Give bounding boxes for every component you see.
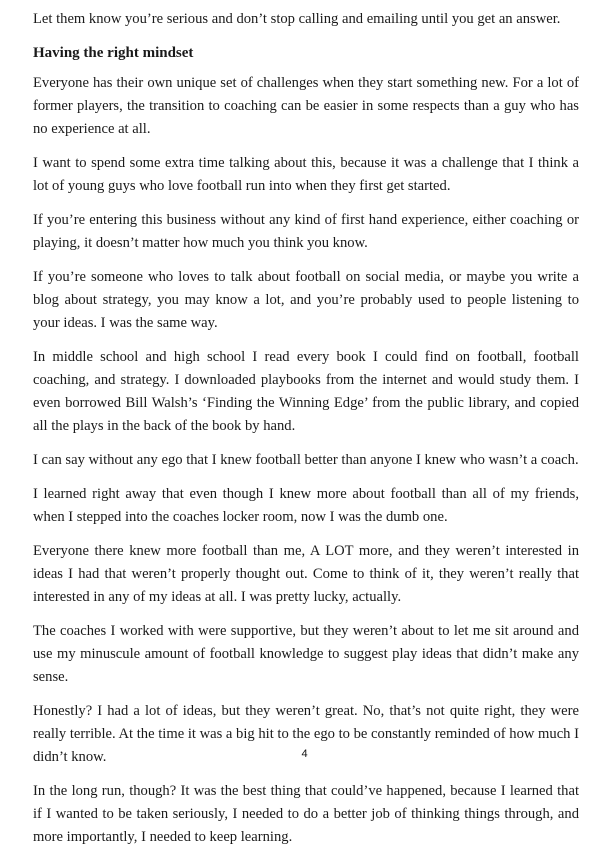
body-paragraph: I learned right away that even though I knew more about football than all of my friends, when I stepped into the coaches locker room, now I was the dumb one. — [33, 486, 579, 525]
body-paragraph: Honestly? I had a lot of ideas, but they weren’t great. No, that’s not quite right, they were really terrible. At the time it was a big hit to the ego to be constantly reminded of how much I didn’t know. — [33, 703, 579, 765]
body-paragraph: If you’re someone who loves to talk about football on social media, or maybe you write a blog about strategy, you may know a lot, and you’re probably used to people listening to your ideas. I was the same way. — [33, 269, 579, 331]
body-paragraph: I can say without any ego that I knew football better than anyone I knew who wasn’t a coach. — [33, 452, 579, 468]
section-heading: Having the right mindset — [33, 45, 194, 61]
page-number: 4 — [301, 748, 308, 760]
document-page — [33, 8, 579, 860]
body-paragraph: If you’re entering this business without any kind of first hand experience, either coaching or playing, it doesn’t matter how much you think you know. — [33, 212, 579, 251]
body-paragraph: In the long run, though? It was the best thing that could’ve happened, because I learned that if I wanted to be taken seriously, I needed to do a better job of thinking things through, and more importantly, I needed to keep learning. — [33, 783, 579, 845]
body-paragraph: I want to spend some extra time talking about this, because it was a challenge that I think a lot of young guys who love football run into when they first get started. — [33, 155, 579, 194]
body-paragraph: The coaches I worked with were supportive, but they weren’t about to let me sit around and use my minuscule amount of football knowledge to suggest play ideas that didn’t make any sense. — [33, 623, 579, 685]
body-paragraph: Everyone has their own unique set of challenges when they start something new. For a lot of former players, the transition to coaching can be easier in some respects than a guy who has no experience at all. — [33, 75, 579, 137]
intro-paragraph: Let them know you’re serious and don’t stop calling and emailing until you get an answer. — [33, 11, 561, 27]
body-paragraph: Everyone there knew more football than me, A LOT more, and they weren’t interested in ideas I had that weren’t properly thought out. Come to think of it, they weren’t really that interested in any of my ideas at all. I was pretty lucky, actually. — [33, 543, 579, 605]
body-paragraph: In middle school and high school I read every book I could find on football, football coaching, and strategy. I downloaded playbooks from the internet and would study them. I even borrowed Bill Walsh’s ‘Finding the Winning Edge’ from the public library, and copied all the plays in the back of the book by hand. — [33, 349, 579, 434]
